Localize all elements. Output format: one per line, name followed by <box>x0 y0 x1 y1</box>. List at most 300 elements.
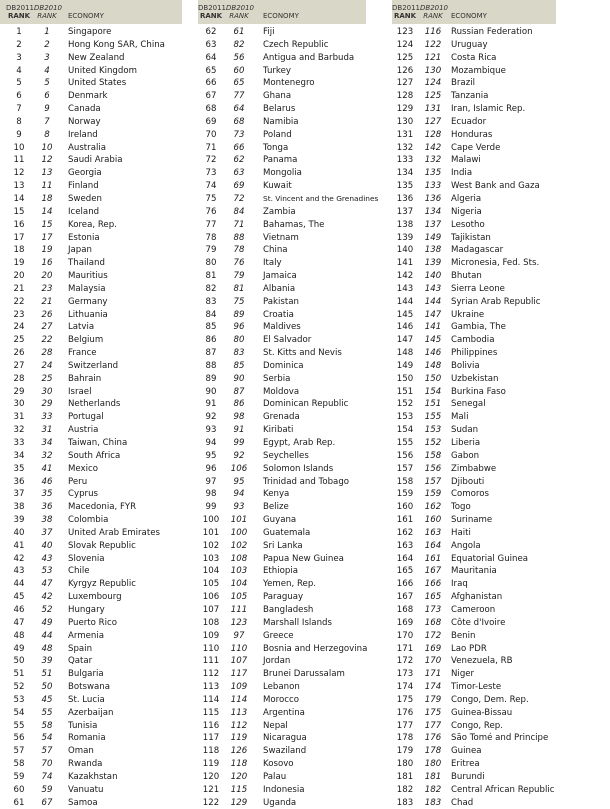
db2011-rank: 116 <box>202 720 220 731</box>
table-row <box>0 193 182 206</box>
table-row <box>198 244 366 257</box>
table-row <box>198 758 366 771</box>
db2011-rank: 142 <box>396 271 414 282</box>
table-row <box>198 617 366 630</box>
db2010-rank: 134 <box>424 206 442 217</box>
table-row <box>198 103 366 116</box>
table-row <box>0 244 182 257</box>
db2011-rank: 49 <box>13 643 25 654</box>
table-row <box>392 720 556 733</box>
db2011-rank: 11 <box>13 155 25 166</box>
db2010-rank: 43 <box>41 553 53 564</box>
db2011-rank: 34 <box>13 450 25 461</box>
table-row <box>0 334 182 347</box>
db2011-rank: 42 <box>13 553 25 564</box>
db2011-rank: 44 <box>13 579 25 590</box>
table-row <box>0 411 182 424</box>
table-row <box>0 681 182 694</box>
db2010-rank: 46 <box>41 476 53 487</box>
table-row <box>0 476 182 489</box>
db2010-rank: 76 <box>233 258 245 269</box>
db2010-rank: 21 <box>41 296 53 307</box>
db2010-rank: 148 <box>424 360 442 371</box>
economy-name: Uruguay <box>451 39 488 50</box>
economy-name: Belarus <box>263 104 296 115</box>
economy-name: Hungary <box>68 604 105 615</box>
table-row <box>392 578 556 591</box>
db2010-rank: 28 <box>41 348 53 359</box>
table-row <box>0 283 182 296</box>
table-row <box>0 180 182 193</box>
db2010-rank: 56 <box>233 52 245 63</box>
table-row <box>198 668 366 681</box>
ranking-rows <box>0 26 182 809</box>
db2010-rank: 11 <box>41 181 53 192</box>
db2010-rank: 94 <box>233 489 245 500</box>
db2011-rank: 70 <box>205 129 217 140</box>
table-row <box>198 142 366 155</box>
economy-name: Bulgaria <box>68 669 104 680</box>
db2011-rank: 69 <box>205 116 217 127</box>
economy-name: South Africa <box>68 450 121 461</box>
table-row <box>0 398 182 411</box>
db2011-rank: 33 <box>13 438 25 448</box>
db2010-rank: 48 <box>41 643 53 654</box>
table-row <box>0 373 182 386</box>
db2010-rank: 173 <box>424 604 442 615</box>
db2010-rank: 57 <box>41 746 53 757</box>
economy-name: Qatar <box>68 656 93 667</box>
db2010-rank: 129 <box>230 797 248 808</box>
db2010-rank: 71 <box>233 219 245 230</box>
db2010-rank: 98 <box>233 412 245 423</box>
db2010-rank: 4 <box>44 65 50 76</box>
table-row <box>392 450 556 463</box>
db2010-rank: 118 <box>230 759 248 770</box>
table-row <box>198 771 366 784</box>
db2010-rank: 63 <box>233 168 245 179</box>
db2011-rank: 171 <box>396 643 414 654</box>
table-row <box>198 65 366 78</box>
economy-name: Angola <box>451 540 481 551</box>
db2010-rank: 116 <box>424 27 442 37</box>
db2011-rank: 127 <box>396 78 414 89</box>
db2011-rank: 32 <box>13 425 25 436</box>
db2010-rank: 90 <box>233 373 245 384</box>
economy-name: Vietnam <box>263 232 299 243</box>
table-row <box>392 617 556 630</box>
db2011-rank: 12 <box>13 168 25 179</box>
table-row <box>198 797 366 809</box>
economy-name: Congo, Dem. Rep. <box>451 694 529 705</box>
economy-name: St. Kitts and Nevis <box>263 348 342 359</box>
table-row <box>0 65 182 78</box>
table-row <box>392 142 556 155</box>
economy-name: Sudan <box>451 425 479 436</box>
db2011-rank: 38 <box>13 502 25 513</box>
table-row <box>0 643 182 656</box>
db2010-rank: 144 <box>424 296 442 307</box>
db2010-rank: 101 <box>230 515 248 526</box>
db2011-rank: 174 <box>396 682 414 693</box>
economy-name: Argentina <box>263 707 305 718</box>
economy-name: Uzbekistan <box>451 373 499 384</box>
table-row <box>392 540 556 553</box>
ranking-rows <box>198 26 379 809</box>
db2011-rank: 62 <box>205 27 217 37</box>
table-row <box>198 180 366 193</box>
db2011-rank: 27 <box>13 360 25 371</box>
db2010-rank: 75 <box>233 296 245 307</box>
db2011-rank: 13 <box>13 181 25 192</box>
db2011-rank: 172 <box>396 656 414 667</box>
db2011-rank: 150 <box>396 373 414 384</box>
table-row <box>0 668 182 681</box>
economy-name: St. Vincent and the Grenadines <box>263 193 379 203</box>
db2010-rank: 6 <box>44 91 50 102</box>
economy-name: Antigua and Barbuda <box>263 52 355 63</box>
db2010-rank: 155 <box>424 412 442 423</box>
db2010-rank: 171 <box>424 669 442 680</box>
table-row <box>198 745 366 758</box>
db2010-rank: 112 <box>230 720 248 731</box>
db2011-rank: 135 <box>396 181 414 192</box>
table-row <box>392 771 556 784</box>
table-row <box>0 219 182 232</box>
economy-name: Korea, Rep. <box>68 219 117 230</box>
economy-name: Equatorial Guinea <box>451 553 529 564</box>
db2011-rank: 113 <box>202 682 220 693</box>
db2010-rank: 33 <box>41 412 53 423</box>
db2011-rank: 87 <box>205 348 217 359</box>
table-row <box>0 797 182 809</box>
economy-name: Georgia <box>68 168 102 179</box>
table-row <box>198 167 366 180</box>
db2011-rank: 21 <box>13 283 25 294</box>
db2010-rank: 24 <box>41 360 53 371</box>
table-row <box>392 129 556 142</box>
table-row <box>198 373 366 386</box>
economy-name: Israel <box>68 386 92 397</box>
ranking-column-2 <box>198 0 379 809</box>
economy-name: Liberia <box>451 438 481 448</box>
economy-name: Iceland <box>68 206 100 217</box>
db2011-rank: 140 <box>396 245 414 256</box>
table-row <box>0 707 182 720</box>
table-row <box>0 257 182 270</box>
column-header <box>0 0 182 24</box>
table-row <box>198 681 366 694</box>
table-row <box>392 180 556 193</box>
db2011-rank: 145 <box>396 309 414 320</box>
db2011-rank: 23 <box>13 309 25 320</box>
db2011-rank: 65 <box>205 65 217 76</box>
db2010-rank: 100 <box>230 527 248 538</box>
table-row <box>0 206 182 219</box>
economy-name: Malaysia <box>68 283 106 294</box>
db2010-rank: 47 <box>41 579 53 590</box>
db2010-rank: 126 <box>230 746 248 757</box>
economy-name: Kenya <box>263 489 290 500</box>
db2011-rank: 56 <box>13 733 25 744</box>
economy-name: Denmark <box>68 91 108 102</box>
economy-name: Guyana <box>263 515 297 526</box>
table-row <box>0 90 182 103</box>
economy-name: Egypt, Arab Rep. <box>263 438 336 448</box>
db2011-rank: 52 <box>13 682 25 693</box>
db2011-rank: 173 <box>396 669 414 680</box>
db2010-rank: 30 <box>41 386 53 397</box>
db2011-rank: 37 <box>13 489 25 500</box>
table-row <box>198 398 366 411</box>
economy-name: Zimbabwe <box>451 463 497 474</box>
db2010-rank: 41 <box>41 463 53 474</box>
economy-name: Solomon Islands <box>263 463 334 474</box>
db2011-rank: 40 <box>13 527 25 538</box>
economy-name: Comoros <box>451 489 489 500</box>
db2010-rank: 115 <box>230 784 248 795</box>
table-row <box>0 514 182 527</box>
db2010-rank: 2 <box>44 39 50 50</box>
db2010-rank: 78 <box>233 245 245 256</box>
db2010-rank: 161 <box>424 553 442 564</box>
economy-name: Czech Republic <box>263 39 329 50</box>
db2010-rank: 157 <box>424 476 442 487</box>
economy-name: Armenia <box>68 630 105 641</box>
db2010-rank-header: DB2010 RANK <box>226 4 255 20</box>
db2010-rank: 83 <box>233 348 245 359</box>
economy-name: Slovak Republic <box>68 540 136 551</box>
db2010-rank: 163 <box>424 527 442 538</box>
economy-name: Canada <box>68 104 101 115</box>
economy-name: Mali <box>451 412 469 423</box>
db2011-rank: 121 <box>202 784 220 795</box>
db2011-rank: 84 <box>205 309 217 320</box>
db2010-rank: 26 <box>41 309 53 320</box>
economy-name: Samoa <box>68 797 98 808</box>
table-row <box>0 540 182 553</box>
table-row <box>392 103 556 116</box>
db2010-rank: 99 <box>233 438 245 448</box>
economy-name: Jordan <box>263 656 291 667</box>
db2011-rank: 170 <box>396 630 414 641</box>
db2011-rank: 97 <box>205 476 217 487</box>
economy-name: São Tomé and Principe <box>451 733 549 744</box>
db2011-rank: 86 <box>205 335 217 346</box>
db2011-rank: 64 <box>205 52 217 63</box>
db2010-rank: 89 <box>233 309 245 320</box>
db2011-rank: 6 <box>16 91 22 102</box>
db2011-rank: 100 <box>202 515 220 526</box>
economy-name: Sweden <box>68 193 102 204</box>
economy-name: Palau <box>263 771 287 782</box>
db2010-rank: 40 <box>41 540 53 551</box>
table-row <box>0 386 182 399</box>
table-row <box>392 154 556 167</box>
economy-name: Kosovo <box>263 759 294 770</box>
db2011-rank: 182 <box>396 784 414 795</box>
economy-name: West Bank and Gaza <box>451 181 540 192</box>
db2011-rank: 177 <box>396 720 414 731</box>
db2010-rank: 45 <box>41 694 53 705</box>
table-row <box>392 668 556 681</box>
table-row <box>198 630 366 643</box>
table-row <box>392 476 556 489</box>
db2010-rank: 114 <box>230 694 248 705</box>
db2010-rank: 22 <box>41 335 53 346</box>
db2010-rank: 136 <box>424 193 442 204</box>
table-row <box>392 424 556 437</box>
economy-name: Estonia <box>68 232 100 243</box>
db2010-rank: 127 <box>424 116 442 127</box>
db2010-rank: 137 <box>424 219 442 230</box>
economy-name: Tonga <box>263 142 289 153</box>
table-row <box>392 116 556 129</box>
db2011-rank: 146 <box>396 322 414 333</box>
table-row <box>392 630 556 643</box>
db2011-rank: 119 <box>202 759 220 770</box>
db2010-rank: 73 <box>233 129 245 140</box>
db2011-rank: 133 <box>396 155 414 166</box>
db2011-rank: 166 <box>396 579 414 590</box>
table-row <box>0 321 182 334</box>
economy-name: Guinea-Bissau <box>451 707 513 718</box>
table-row <box>392 386 556 399</box>
db2010-rank: 149 <box>424 232 442 243</box>
db2010-rank: 32 <box>41 450 53 461</box>
table-row <box>0 232 182 245</box>
economy-name: Eritrea <box>451 759 480 770</box>
db2010-rank: 109 <box>230 682 248 693</box>
db2011-rank: 41 <box>13 540 25 551</box>
table-row <box>0 617 182 630</box>
db2010-rank: 158 <box>424 450 442 461</box>
db2010-rank: 50 <box>41 682 53 693</box>
db2010-rank-header: DB2010 RANK <box>420 4 449 20</box>
economy-name: Moldova <box>263 386 300 397</box>
db2010-rank: 60 <box>233 65 245 76</box>
db2010-rank: 145 <box>424 335 442 346</box>
economy-name: Germany <box>68 296 108 307</box>
table-row <box>392 373 556 386</box>
table-row <box>198 720 366 733</box>
table-row <box>198 386 366 399</box>
table-row <box>0 604 182 617</box>
db2010-rank: 13 <box>41 168 53 179</box>
economy-name: Côte d'Ivoire <box>451 617 506 628</box>
db2011-rank: 115 <box>202 707 220 718</box>
db2010-rank: 152 <box>424 438 442 448</box>
table-row <box>198 514 366 527</box>
economy-name: United Arab Emirates <box>68 527 160 538</box>
table-row <box>198 360 366 373</box>
db2011-rank: 160 <box>396 502 414 513</box>
table-row <box>198 732 366 745</box>
economy-name: Cape Verde <box>451 142 501 153</box>
db2011-rank: 16 <box>13 219 25 230</box>
db2011-rank: 45 <box>13 592 25 603</box>
db2010-rank: 132 <box>424 155 442 166</box>
table-row <box>0 270 182 283</box>
db2011-rank: 144 <box>396 296 414 307</box>
db2011-rank: 153 <box>396 412 414 423</box>
economy-name: Lesotho <box>451 219 485 230</box>
economy-name: Croatia <box>263 309 294 320</box>
db2011-rank: 9 <box>16 129 22 140</box>
economy-name: China <box>263 245 288 256</box>
db2011-rank: 152 <box>396 399 414 410</box>
table-row <box>198 219 366 232</box>
table-row <box>0 655 182 668</box>
db2010-rank: 25 <box>41 373 53 384</box>
db2011-rank: 96 <box>205 463 217 474</box>
table-row <box>198 784 366 797</box>
table-row <box>0 424 182 437</box>
table-row <box>392 437 556 450</box>
table-row <box>0 720 182 733</box>
economy-name: Luxembourg <box>68 592 122 603</box>
db2011-rank: 50 <box>13 656 25 667</box>
table-row <box>198 565 366 578</box>
economy-name: Bolivia <box>451 360 480 371</box>
db2011-rank: 25 <box>13 335 25 346</box>
table-row <box>198 90 366 103</box>
economy-name: Bosnia and Herzegovina <box>263 643 368 654</box>
table-row <box>0 694 182 707</box>
db2010-rank: 164 <box>424 540 442 551</box>
db2011-rank: 5 <box>16 78 22 89</box>
db2011-rank: 74 <box>205 181 217 192</box>
economy-name: Bahrain <box>68 373 102 384</box>
economy-name: Timor-Leste <box>451 682 502 693</box>
db2011-rank: 8 <box>16 116 22 127</box>
db2011-rank: 128 <box>396 91 414 102</box>
economy-name: Djibouti <box>451 476 485 487</box>
table-row <box>0 745 182 758</box>
economy-name: Portugal <box>68 412 104 423</box>
db2010-rank: 124 <box>424 78 442 89</box>
economy-name: Vanuatu <box>68 784 104 795</box>
db2010-rank: 51 <box>41 669 53 680</box>
db2010-rank: 133 <box>424 181 442 192</box>
economy-name: Afghanistan <box>451 592 503 603</box>
economy-name: Rwanda <box>68 759 103 770</box>
db2011-rank: 3 <box>16 52 22 63</box>
table-row <box>198 437 366 450</box>
economy-name: Togo <box>451 502 471 513</box>
economy-name: Cambodia <box>451 335 495 346</box>
db2010-rank: 36 <box>41 502 53 513</box>
db2011-rank: 14 <box>13 193 25 204</box>
db2011-rank: 26 <box>13 348 25 359</box>
economy-name: Peru <box>68 476 88 487</box>
column-header <box>198 0 366 24</box>
table-row <box>198 463 366 476</box>
db2010-rank: 111 <box>230 604 248 615</box>
db2011-rank: 7 <box>16 104 22 115</box>
economy-name: Greece <box>263 630 294 641</box>
table-row <box>392 347 556 360</box>
economy-name: Mozambique <box>451 65 506 76</box>
table-row <box>0 347 182 360</box>
db2010-rank: 122 <box>424 39 442 50</box>
table-row <box>198 257 366 270</box>
db2011-rank: 117 <box>202 733 220 744</box>
db2011-rank: 48 <box>13 630 25 641</box>
db2011-rank: 2 <box>16 39 22 50</box>
db2010-rank: 97 <box>233 630 245 641</box>
table-row <box>392 334 556 347</box>
